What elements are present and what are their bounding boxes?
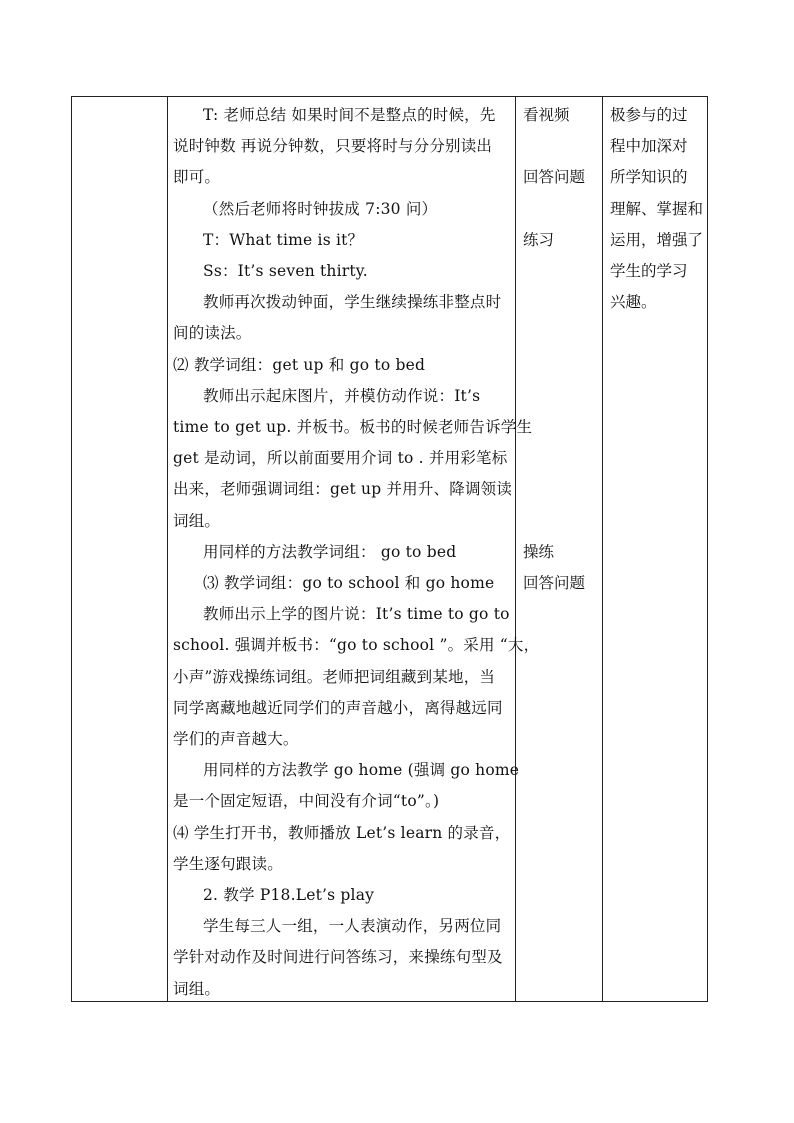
blank-cell [72, 97, 168, 1002]
process-line: ⑵ 教学词组：get up 和 go to bed [173, 355, 426, 374]
activity-spacer [516, 974, 598, 1005]
table-row [72, 97, 708, 1002]
activity-spacer [516, 287, 598, 318]
process-line: 学生逐句跟读。 [173, 854, 283, 873]
activity-spacer [516, 662, 598, 693]
process-line: 间的读法。 [173, 324, 252, 343]
activity-spacer [516, 474, 598, 505]
purpose-line: 运用，增强了 [610, 230, 704, 249]
activity-spacer [516, 786, 598, 817]
student-activity-text [516, 97, 602, 1001]
activity-spacer [516, 693, 598, 724]
lesson-plan-table [71, 96, 708, 1002]
purpose-line: 极参与的过 [610, 106, 688, 124]
process-line: 即可。 [173, 168, 221, 187]
purpose-line: 兴趣。 [610, 293, 657, 312]
process-line: 教师出示上学的图片说：It’s time to go to [203, 605, 510, 624]
student-activity-cell [516, 97, 603, 1002]
process-line: 教师出示起床图片，并模仿动作说：It’s [203, 386, 481, 405]
process-line: 2. 教学 P18.Let’s play [203, 886, 375, 905]
process-line: school. 强调并板书：“go to school ”。采用 “大， [173, 636, 540, 655]
process-line: 用同样的方法教学词组： go to bed [203, 542, 457, 561]
activity-spacer [516, 724, 598, 755]
activity-spacer [516, 194, 598, 225]
process-line: 学生每三人一组，一人表演动作，另两位同 [203, 917, 502, 936]
activity-item: 回答问题 [523, 574, 586, 593]
process-line: （然后老师将时钟拔成 7:30 问） [203, 199, 438, 218]
activity-spacer [516, 818, 598, 849]
process-line: get 是动词，所以前面要用介词 to . 并用彩笔标 [173, 449, 508, 468]
process-line: 用同样的方法教学 go home (强调 go home [203, 761, 520, 780]
process-line: ⑷ 学生打开书，教师播放 Let’s learn 的录音， [173, 823, 511, 842]
activity-spacer [516, 880, 598, 911]
activity-spacer [516, 350, 598, 381]
process-line: ⑶ 教学词组：go to school 和 go home [203, 574, 495, 593]
activity-spacer [516, 256, 598, 287]
purpose-line: 学生的学习 [610, 262, 688, 281]
purpose-line: 理解、掌握和 [610, 199, 704, 218]
process-line: 说时钟数 再说分钟数，只要将时与分分别读出 [173, 137, 493, 156]
activity-spacer [516, 755, 598, 786]
activity-item: 练习 [523, 230, 555, 249]
process-line: 小声”游戏操练词组。老师把词组藏到某地，当 [173, 667, 496, 686]
activity-spacer [516, 506, 598, 537]
process-line: Ss：It’s seven thirty. [203, 262, 368, 281]
design-purpose-cell [603, 97, 708, 1002]
process-line: 词组。 [173, 979, 221, 998]
activity-spacer [516, 942, 598, 973]
activity-spacer [516, 443, 598, 474]
activity-spacer [516, 131, 598, 162]
purpose-line: 程中加深对 [610, 137, 688, 156]
activity-spacer [516, 599, 598, 630]
activity-item: 看视频 [523, 106, 570, 124]
process-line: 出来，老师强调词组：get up 并用升、降调领读 [173, 480, 513, 499]
process-line: T：What time is it？ [203, 230, 364, 249]
teaching-process-cell [168, 97, 540, 1002]
activity-item: 回答问题 [523, 168, 586, 187]
purpose-line: 所学知识的 [610, 168, 688, 187]
teaching-process-text [168, 97, 540, 1001]
process-line: 学针对动作及时间进行问答练习，来操练句型及 [173, 948, 503, 967]
activity-item: 操练 [523, 542, 555, 561]
design-purpose-text [603, 97, 707, 1001]
process-line: 同学离藏地越近同学们的声音越小，离得越远同 [173, 698, 503, 717]
process-line: 词组。 [173, 511, 221, 530]
activity-spacer [516, 911, 598, 942]
process-line: 教师再次拨动钟面，学生继续操练非整点时 [203, 293, 502, 312]
activity-spacer [516, 381, 598, 412]
process-line: 学们的声音越大。 [173, 730, 299, 749]
activity-spacer [516, 318, 598, 349]
process-line: T: 老师总结 如果时间不是整点的时候，先 [203, 106, 496, 124]
activity-spacer [516, 849, 598, 880]
process-line: 是一个固定短语，中间没有介词“to”。) [173, 792, 440, 811]
process-line: time to get up. 并板书。板书的时候老师告诉学生 [173, 418, 533, 437]
